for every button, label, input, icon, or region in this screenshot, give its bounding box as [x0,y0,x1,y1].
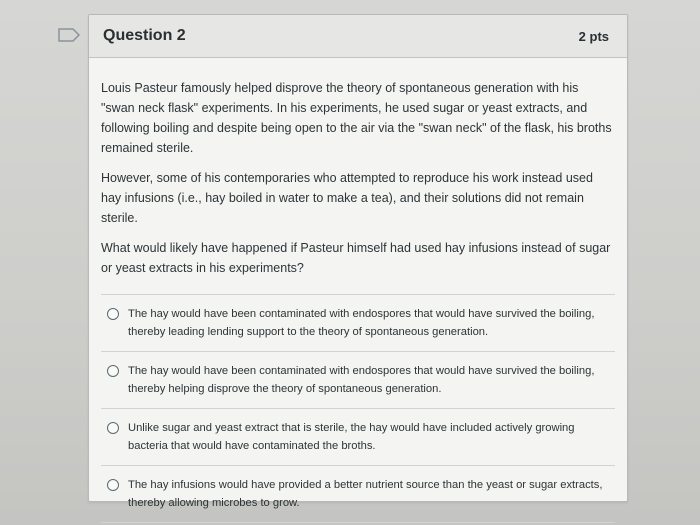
answer-label: The hay would have been contaminated with endospores that would have survived the boiling, thereby leading lending support to the theory of spontaneous generation. [128,308,595,338]
radio-unselected-icon[interactable] [107,479,119,491]
flag-question-icon[interactable] [58,28,80,42]
question-points: 2 pts [578,28,609,44]
answer-list [101,294,615,523]
answer-label: The hay infusions would have provided a better nutrient source than the yeast or sugar extracts, thereby allowing microbes to grow. [128,479,603,509]
answer-label: Unlike sugar and yeast extract that is sterile, the hay would have included actively growing bacteria that would have contaminated the broths. [128,422,575,452]
question-card [88,14,628,509]
question-prompt: What would likely have happened if Pasteur himself had used hay infusions instead of sugar or yeast extracts in his experiments? [101,241,611,275]
answer-option-4[interactable] [101,465,615,523]
answer-label: The hay would have been contaminated with endospores that would have survived the boiling, thereby helping disprove the theory of spontaneous generation. [128,365,595,395]
radio-unselected-icon[interactable] [107,422,119,434]
radio-unselected-icon[interactable] [107,308,119,320]
question-header [89,15,627,58]
question-paragraph: However, some of his contemporaries who attempted to reproduce his work instead used hay infusions (i.e., hay boiled in water to make a tea), and their solutions did not remain sterile. [101,171,593,225]
question-body [89,58,627,523]
answer-option-1[interactable] [101,294,615,351]
radio-unselected-icon[interactable] [107,365,119,377]
answer-option-2[interactable] [101,351,615,408]
question-paragraph: Louis Pasteur famously helped disprove the theory of spontaneous generation with his "swan neck flask" experiments. In his experiments, he used sugar or yeast extracts, and following boiling and despite being open to the air via the "swan neck" of the flask, his broths remained sterile. [101,81,612,155]
question-title: Question 2 [103,27,186,44]
answer-option-3[interactable] [101,408,615,465]
